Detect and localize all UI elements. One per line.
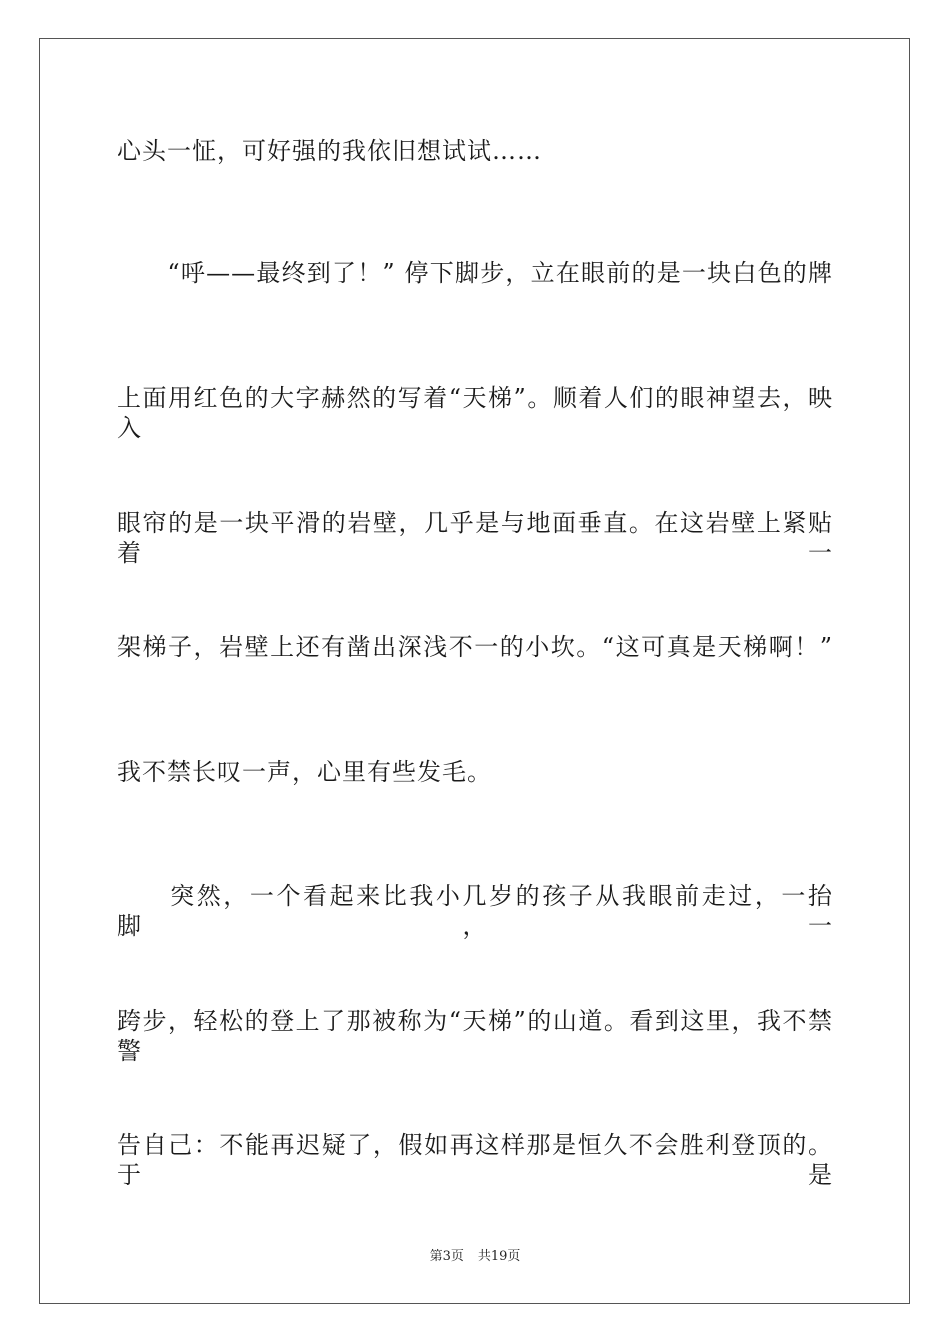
page-border <box>39 38 910 1304</box>
page-total: 共19页 <box>477 1249 521 1264</box>
text-line-3: 上面用红色的大字赫然的写着“天梯”。顺着人们的眼神望去，映入 <box>117 384 833 442</box>
text-line-2: “呼——最终到了！” 停下脚步，立在眼前的是一块白色的牌 <box>117 259 833 287</box>
text-line-5: 架梯子，岩壁上还有凿出深浅不一的小坎。“这可真是天梯啊！” <box>117 633 833 661</box>
text-line-6: 我不禁长叹一声，心里有些发毛。 <box>117 758 492 786</box>
page-footer <box>0 1248 950 1266</box>
text-line-7: 突然，一个看起来比我小几岁的孩子从我眼前走过，一抬脚，一 <box>117 882 833 940</box>
text-line-1: 心头一怔，可好强的我依旧想试试…… <box>117 137 542 165</box>
page-number: 第3页 <box>429 1249 464 1264</box>
text-line-8: 跨步，轻松的登上了那被称为“天梯”的山道。看到这里，我不禁警 <box>117 1007 833 1065</box>
text-line-9: 告自己：不能再迟疑了，假如再这样那是恒久不会胜利登顶的。于是 <box>117 1131 833 1189</box>
text-line-4: 眼帘的是一块平滑的岩壁，几乎是与地面垂直。在这岩壁上紧贴着一 <box>117 509 833 567</box>
